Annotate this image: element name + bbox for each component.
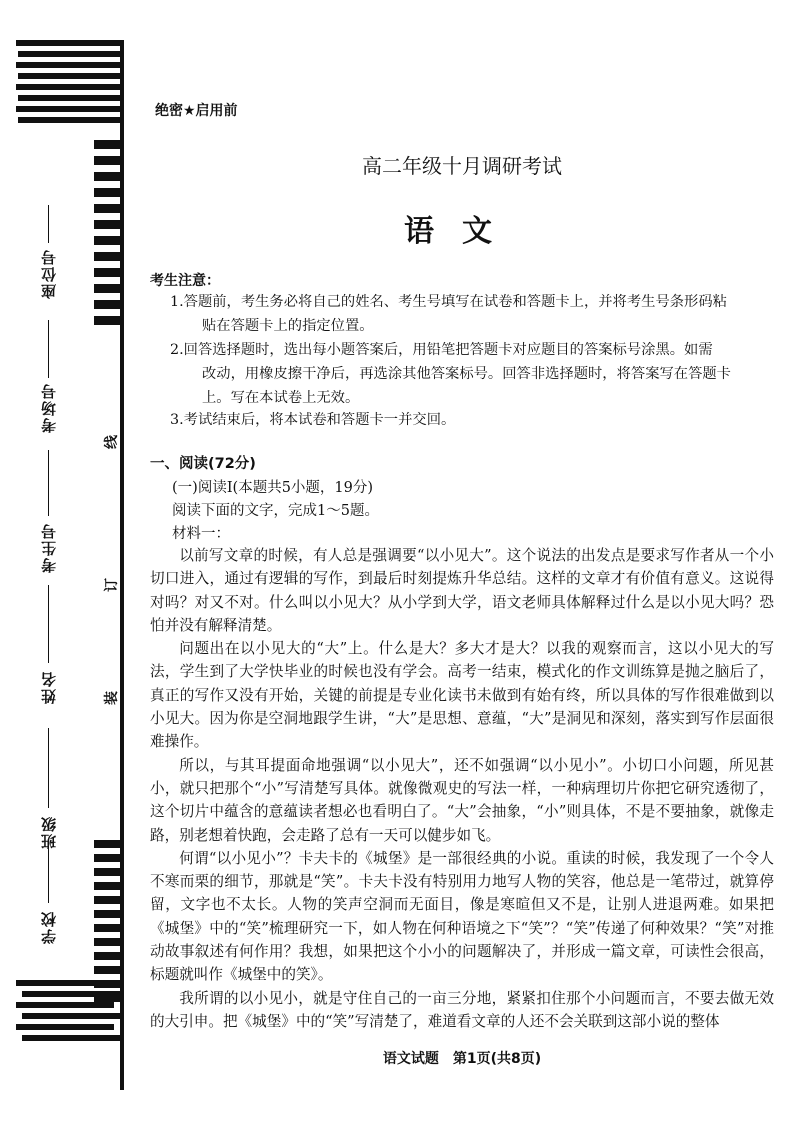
barcode-bar [94,300,120,309]
barcode-bar [94,172,120,181]
barcode-bar [22,1035,120,1041]
passage-paragraph: 我所谓的以小见小，就是守住自己的一亩三分地，紧紧扣住那个小问题而言，不要去做无效的大引申。把《城堡》中的“笑”写清楚了，难道看文章的人还不会关联到这部小说的整体 [150,989,774,1030]
exam-title: 高二年级十月调研考试 [362,154,562,178]
barcode-bar [16,1024,114,1030]
barcode-bar [94,854,120,862]
page-footer: 语文试题 第1页(共8页) [382,1051,542,1067]
barcode-bar [94,868,120,876]
notice-item-2 [170,338,780,410]
field-room-number-line [48,320,49,378]
field-name-line [48,585,49,663]
notice-heading: 考生注意： [150,273,220,289]
notice-num: 1. [170,294,184,310]
barcode-bar [94,188,120,197]
field-candidate-number: 考生号 [40,522,58,573]
barcode-bar [94,938,120,946]
barcode-bar [120,40,124,1090]
binding-marker-staple: 订 [104,578,120,592]
barcode-bar [94,220,120,229]
notice-text-cont: 改动，用橡皮擦干净后，再选涂其他答案标号。回答非选择题时，将答案写在答题卡 [202,366,731,382]
subsection-heading: (一)阅读Ⅰ(本题共5小题，19分) [172,480,374,496]
barcode-bar [16,84,122,90]
passage-paragraph: 以前写文章的时候，有人总是强调要“以小见大”。这个说法的出发点是要求写作者从一个小切口进入，通过有逻辑的写作，到最后时刻提炼升华总结。这样的文章才有价值有意义。这说得对吗？对又不对。什么叫以小见大？从小学到大学，语文老师具体解释过什么是以小见大吗？恐怕并没有解释清楚。 [150,547,774,634]
barcode-bar [16,1002,114,1008]
field-class: 班级 [40,815,58,849]
notice-text: 考试结束后，将本试卷和答题卡一并交回。 [183,412,456,428]
passage-body [150,544,774,1033]
field-name: 姓名 [40,670,58,704]
barcode-bar [94,204,120,213]
barcode-bar [94,236,120,245]
field-seat-number: 座位号 [40,248,58,299]
notice-num: 2. [170,342,184,358]
barcode-bar [94,156,120,165]
barcode-bar [94,924,120,932]
barcode-bar [18,51,124,57]
section-heading: 一、阅读(72分) [150,456,256,472]
binding-marker-bind: 装 [104,691,120,705]
binding-margin [0,0,130,1122]
passage-paragraph: 何谓“以小见小”？卡夫卡的《城堡》是一部很经典的小说。重读的时候，我发现了一个令人不寒而栗的细节，那就是“笑”。卡夫卡没有特别用力地写人物的笑容，他总是一笔带过，就算停留，文字也不太长。人物的笑声空洞而无面目，像是寒暄但又不是，让别人进退两难。如果把《城堡》中的“笑”梳理研究一下，如人物在何种语境之下“笑”？“笑”传递了何种效果？“笑”对推动故事叙述有何作用？我想，如果把这个小小的问题解决了，并形成一篇文章，可读性会很高，标题就叫作《城堡中的笑》。 [150,849,774,984]
binding-marker-line: 线 [104,435,120,449]
barcode-bar [94,316,120,325]
subject-title: 语文 [404,214,520,249]
barcode-bar [94,882,120,890]
reading-instruction: 阅读下面的文字，完成1～5题。 [172,503,379,519]
barcode-bar [18,95,124,101]
notice-item-3 [170,408,780,432]
barcode-bar [18,117,124,123]
barcode-bar [16,40,122,46]
field-candidate-number-line [48,450,49,516]
field-school: 学校 [40,910,58,944]
barcode-bar [94,966,120,974]
barcode-bar [94,952,120,960]
field-room-number: 考场号 [40,382,58,433]
notice-text: 回答选择题时，选出每小题答案后，用铅笔把答题卡对应题目的答案标号涂黑。如需 [183,342,713,358]
barcode-bar [94,284,120,293]
field-class-line [48,728,49,808]
notice-text-cont: 上。写在本试卷上无效。 [202,390,360,406]
field-school-line [48,848,49,903]
notice-num: 3. [170,412,184,428]
field-seat-number-line [48,205,49,243]
barcode-bar [94,140,120,149]
barcode-bar [16,106,122,112]
barcode-bar [94,252,120,261]
barcode-bar [16,62,122,68]
notice-text-cont: 贴在答题卡上的指定位置。 [202,318,374,334]
barcode-bar [22,1013,120,1019]
passage-paragraph: 所以，与其耳提面命地强调“以小见大”，还不如强调“以小见小”。小切口小问题，所见甚小，就只把那个“小”写清楚写具体。就像微观史的写法一样，一种病理切片你把它研究透彻了，这个切片中蕴含的意蕴读者想必也看明白了。“大”会抽象，“小”则具体，不是不要抽象，就像走路，别老想着快跑，会走路了总有一天可以健步如飞。 [150,756,774,844]
confidential-label: 绝密★启用前 [155,103,238,119]
notice-text: 答题前，考生务必将自己的姓名、考生号填写在试卷和答题卡上，并将考生号条形码粘 [183,294,727,310]
material-label: 材料一： [172,526,230,542]
barcode-bar [94,268,120,277]
barcode-strip [16,40,124,1100]
barcode-bar [18,73,124,79]
barcode-bar [94,896,120,904]
barcode-bar [22,991,120,997]
notice-item-1 [170,290,780,338]
barcode-bar [94,910,120,918]
barcode-bar [16,980,114,986]
passage-paragraph: 问题出在以小见大的“大”上。什么是大？多大才是大？以我的观察而言，这以小见大的写法，学生到了大学快毕业的时候也没有学会。高考一结束，模式化的作文训练算是抛之脑后了，真正的写作又没有开始，关键的前提是专业化读书未做到有始有终，所以具体的写作很难做到以小见大。因为你是空洞地跟学生讲，“大”是思想、意蕴，“大”是洞见和深刻，落实到写作层面很难操作。 [150,640,774,751]
barcode-bar [94,840,120,848]
